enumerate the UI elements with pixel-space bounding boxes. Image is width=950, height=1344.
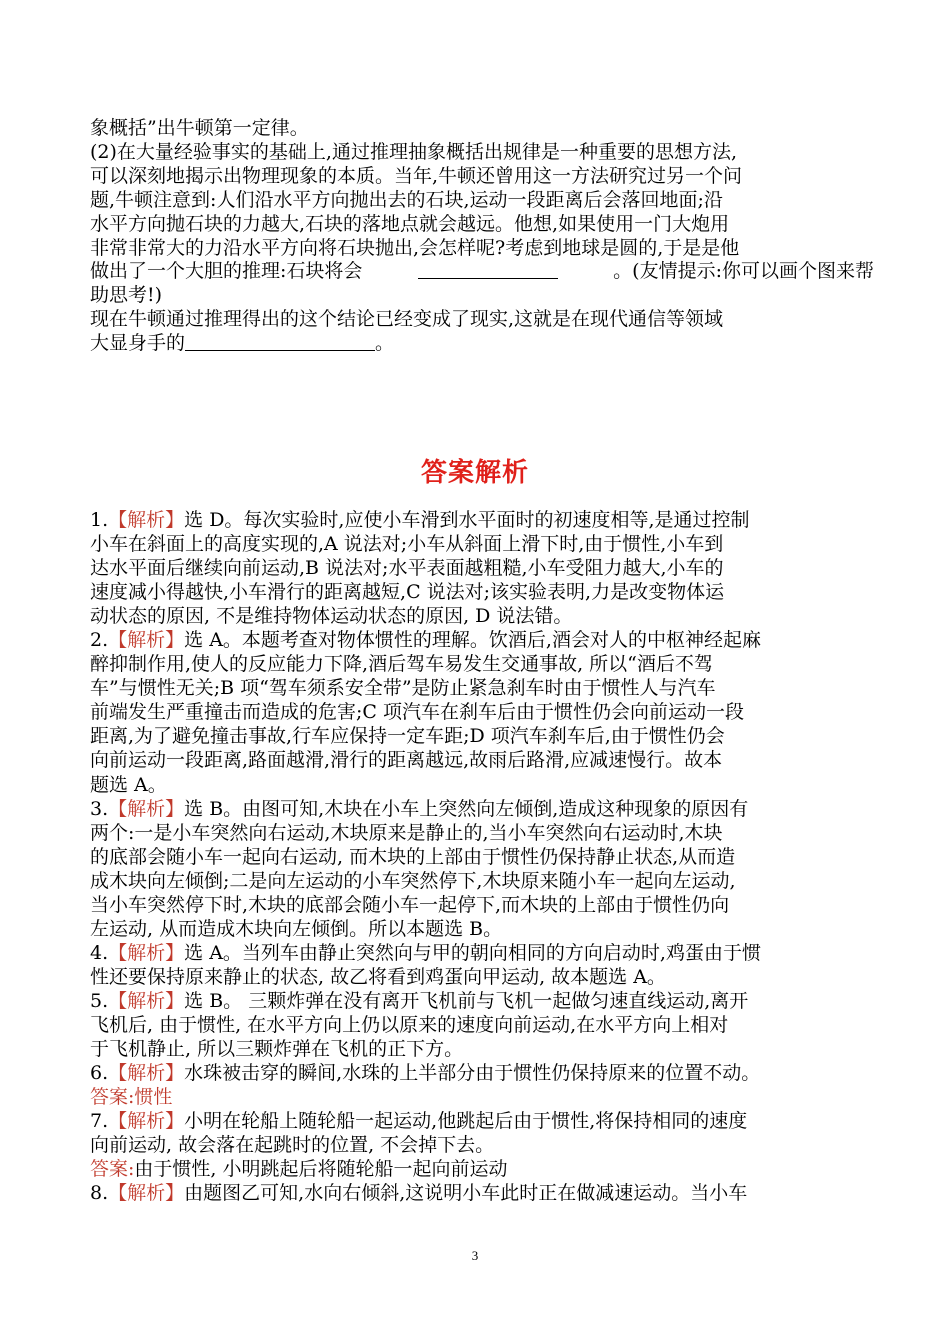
fill-blank <box>418 260 558 279</box>
text-segment: 。(友情提示:你可以画个图来帮 <box>613 260 874 283</box>
answer-line <box>90 1109 874 1133</box>
answer-line <box>90 941 874 965</box>
text-segment: 由题图乙可知,水向右倾斜,这说明小车此时正在做减速运动。当小车 <box>184 1182 748 1205</box>
jiexi-tag: 【解析】 <box>108 1110 185 1133</box>
text-line: 助思考!) <box>90 284 163 307</box>
text-segment: 选 A。当列车由静止突然向与甲的朝向相同的方向启动时,鸡蛋由于惯 <box>184 941 761 964</box>
answer-number: 1. <box>90 509 109 531</box>
answer-line: 醉抑制作用,使人的反应能力下降,酒后驾车易发生交通事故, 所以“酒后不驾 <box>90 653 713 676</box>
answer-line: 成木块向左倾倒;二是向左运动的小车突然停下,木块原来随小车一起向左运动, <box>90 869 736 892</box>
text-line: 现在牛顿通过推理得出的这个结论已经变成了现实,这就是在现代通信等领域 <box>90 308 724 331</box>
text-segment: 选 B。 三颗炸弹在没有离开飞机前与飞机一起做匀速直线运动,离开 <box>184 989 749 1012</box>
jiexi-tag: 【解析】 <box>108 509 185 531</box>
answer-line: 车”与惯性无关;B 项“驾车须系安全带”是防止紧急刹车时由于惯性人与汽车 <box>90 677 716 700</box>
daan-tag: 答案: <box>90 1158 135 1181</box>
answer-number: 5. <box>90 989 109 1012</box>
answer-line: 题选 A。 <box>90 773 167 796</box>
jiexi-tag: 【解析】 <box>108 1062 185 1085</box>
section-title: 答案解析 <box>420 458 529 488</box>
answer-line: 于飞机静止, 所以三颗炸弹在飞机的正下方。 <box>90 1038 464 1061</box>
jiexi-tag: 【解析】 <box>108 629 185 652</box>
answer-line <box>90 1181 874 1205</box>
answer-line <box>90 797 874 821</box>
answer-line: 前端发生严重撞击而造成的危害;C 项汽车在刹车后由于惯性仍会向前运动一段 <box>90 701 744 724</box>
text-line: 水平方向抛石块的力越大,石块的落地点就会越远。他想,如果使用一门大炮用 <box>90 212 730 235</box>
answer-line <box>90 1061 874 1085</box>
answer-value: 由于惯性, 小明跳起后将随轮船一起向前运动 <box>134 1158 508 1181</box>
text-line: (2)在大量经验事实的基础上,通过推理抽象概括出规律是一种重要的思想方法, <box>90 140 737 163</box>
answer-line: 性还要保持原来静止的状态, 故乙将看到鸡蛋向甲运动, 故本题选 A。 <box>90 965 666 988</box>
jiexi-tag: 【解析】 <box>108 989 185 1012</box>
jiexi-tag: 【解析】 <box>108 941 185 964</box>
answer-line: 向前运动一段距离,路面越滑,滑行的距离越远,故雨后路滑,应减速慢行。故本 <box>90 749 723 772</box>
fill-blank <box>185 332 375 351</box>
answer-number: 4. <box>90 941 109 964</box>
answer-number: 6. <box>90 1062 109 1085</box>
text-segment: 选 B。由图可知,木块在小车上突然向左倾倒,造成这种现象的原因有 <box>184 797 749 820</box>
answer-line: 向前运动, 故会落在起跳时的位置, 不会掉下去。 <box>90 1134 495 1157</box>
text-segment: 大显身手的 <box>90 332 186 355</box>
text-segment: 小明在轮船上随轮船一起运动,他跳起后由于惯性,将保持相同的速度 <box>184 1110 748 1133</box>
text-segment: 选 A。本题考查对物体惯性的理解。饮酒后,酒会对人的中枢神经起麻 <box>184 629 761 652</box>
text-line: 非常非常大的力沿水平方向将石块抛出,会怎样呢?考虑到地球是圆的,于是是他 <box>90 236 740 259</box>
text-line <box>90 332 874 356</box>
answer-line: 距离,为了避免撞击事故,行车应保持一定车距;D 项汽车刹车后,由于惯性仍会 <box>90 725 725 748</box>
text-line: 题,牛顿注意到:人们沿水平方向抛出去的石块,运动一段距离后会落回地面;沿 <box>90 188 723 211</box>
answer-line: 的底部会随小车一起向右运动, 而木块的上部由于惯性仍保持静止状态,从而造 <box>90 845 736 868</box>
text-line: 象概括”出牛顿第一定律。 <box>90 117 309 139</box>
jiexi-tag: 【解析】 <box>108 1182 185 1205</box>
page-number: 3 <box>471 1248 479 1263</box>
answer-line <box>90 628 874 652</box>
answer-line <box>90 1085 874 1109</box>
jiexi-tag: 【解析】 <box>108 797 185 820</box>
text-segment: 。 <box>375 332 395 355</box>
answer-line: 速度减小得越快,小车滑行的距离越短,C 说法对;该实验表明,力是改变物体运 <box>90 581 725 604</box>
text-line <box>90 260 874 284</box>
answer-line: 小车在斜面上的高度实现的,A 说法对;小车从斜面上滑下时,由于惯性,小车到 <box>90 533 724 556</box>
answer-line: 左运动, 从而造成木块向左倾倒。所以本题选 B。 <box>90 917 503 940</box>
answer-line <box>90 1157 874 1181</box>
answer-number: 8. <box>90 1182 109 1205</box>
answer-line: 当小车突然停下时,木块的底部会随小车一起停下,而木块的上部由于惯性仍向 <box>90 893 730 916</box>
question-continuation <box>90 117 874 356</box>
answer-line: 动状态的原因, 不是维持物体运动状态的原因, D 说法错。 <box>90 605 573 628</box>
text-line: 可以深刻地揭示出物理现象的本质。当年,牛顿还曾用这一方法研究过另一个问 <box>90 164 743 187</box>
answer-line: 两个:一是小车突然向右运动,木块原来是静止的,当小车突然向右运动时,木块 <box>90 821 723 844</box>
answer-line <box>90 989 874 1013</box>
answer-number: 3. <box>90 797 109 820</box>
answer-line: 飞机后, 由于惯性, 在水平方向上仍以原来的速度向前运动,在水平方向上相对 <box>90 1013 729 1036</box>
answer-number: 2. <box>90 629 109 652</box>
answer-line <box>90 508 874 532</box>
answer-value: 惯性 <box>134 1086 173 1109</box>
text-segment: 做出了一个大胆的推理:石块将会 <box>90 260 363 283</box>
daan-tag: 答案: <box>90 1086 135 1109</box>
text-segment: 选 D。每次实验时,应使小车滑到水平面时的初速度相等,是通过控制 <box>184 509 750 531</box>
answer-line: 达水平面后继续向前运动,B 说法对;水平表面越粗糙,小车受阻力越大,小车的 <box>90 557 724 580</box>
text-segment: 水珠被击穿的瞬间,水珠的上半部分由于惯性仍保持原来的位置不动。 <box>184 1062 761 1085</box>
answer-number: 7. <box>90 1110 109 1133</box>
answer-explanations <box>90 508 874 1205</box>
